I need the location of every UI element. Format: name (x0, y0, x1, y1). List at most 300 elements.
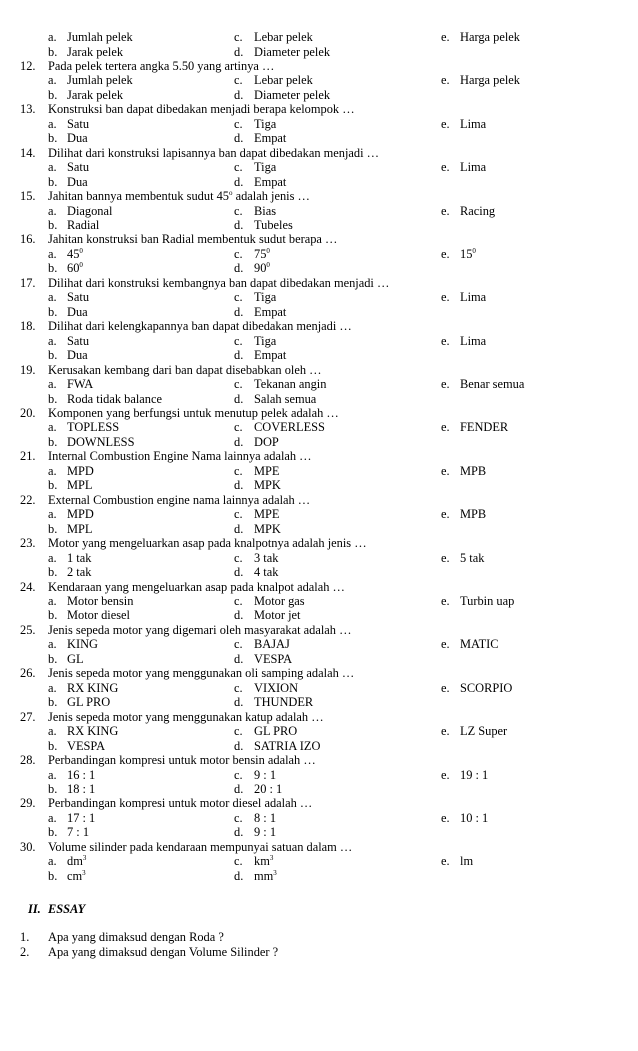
option-letter-c-text: c. (234, 246, 243, 261)
option-e-text: MATIC (460, 637, 499, 652)
option-c (254, 290, 276, 304)
option-letter-b-text: b. (48, 131, 58, 146)
option-c (254, 811, 276, 825)
option-row-bd (0, 175, 638, 189)
option-e-text: Lima (460, 116, 487, 131)
option-a-text: RX KING (67, 680, 119, 695)
option-a (67, 30, 133, 44)
question-text-text: Jenis sepeda motor yang digemari oleh masyarakat adalah … (48, 622, 352, 637)
option-b (67, 869, 86, 883)
option-e (460, 637, 499, 651)
option-b-text: Dua (67, 304, 88, 319)
option-d (254, 782, 282, 796)
option-d-text: SATRIA IZO (254, 738, 321, 753)
option-a (67, 637, 98, 651)
question-number (20, 449, 36, 463)
option-d (254, 825, 276, 839)
option-d-text: Tubeles (254, 218, 293, 232)
essay-text-text: Apa yang dimaksud dengan Roda ? (48, 930, 224, 945)
option-e-text: Turbin uap (460, 593, 515, 608)
option-letter-e (441, 464, 450, 478)
option-row-bd (0, 392, 638, 406)
question-number-text: 12. (20, 58, 36, 73)
option-letter-d-text: d. (234, 174, 244, 189)
option-row-ace (0, 73, 638, 87)
option-a-text: 1 tak (67, 550, 92, 565)
question-text-text: Komponen yang berfungsi untuk menutup pelek adalah … (48, 406, 339, 420)
option-letter-a (48, 854, 57, 868)
option-letter-b (48, 261, 57, 275)
option-letter-d (234, 825, 243, 839)
option-letter-c-text: c. (234, 290, 243, 305)
question-number (20, 319, 36, 333)
question-number (20, 710, 36, 724)
option-letter-d (234, 88, 243, 102)
question-text (48, 796, 312, 810)
option-letter-d-text: d. (234, 391, 244, 406)
question-text (48, 623, 351, 637)
question-number (20, 189, 36, 203)
option-c (254, 594, 305, 608)
option-e-text: Racing (460, 203, 496, 218)
option-e (460, 464, 486, 478)
option-a (67, 204, 112, 218)
option-e-text: 19 : 1 (460, 767, 489, 782)
option-letter-b-text: b. (48, 391, 58, 406)
option-letter-c (234, 637, 243, 651)
option-a-superscript: 3 (82, 854, 87, 863)
option-letter-d (234, 175, 243, 189)
option-b-text: Dua (67, 348, 88, 363)
question-27 (0, 710, 638, 724)
option-letter-a (48, 637, 57, 651)
option-row-bd (0, 131, 638, 145)
option-b-text: Motor diesel (67, 608, 130, 623)
option-d (254, 869, 277, 883)
question-28 (0, 753, 638, 767)
option-row-ace (0, 768, 638, 782)
question-text-text: Dilihat dari kelengkapannya ban dapat dibedakan menjadi … (48, 319, 352, 334)
option-row-bd (0, 782, 638, 796)
option-c-text: MPE (254, 507, 280, 522)
option-a-text: Motor bensin (67, 593, 134, 608)
option-d (254, 88, 330, 102)
option-a-text: Satu (67, 116, 90, 131)
option-letter-b-text: b. (48, 348, 58, 363)
option-d-text: Diameter pelek (254, 87, 331, 102)
option-letter-c (234, 117, 243, 131)
option-letter-c-text: c. (234, 680, 243, 695)
question-number (20, 363, 36, 377)
option-d-text: 4 tak (254, 565, 279, 579)
option-letter-a-text: a. (48, 30, 57, 44)
option-e-text: MPB (460, 507, 487, 522)
option-letter-d (234, 478, 243, 492)
option-row-bd (0, 739, 638, 753)
option-row-ace (0, 290, 638, 304)
option-letter-d-text: d. (234, 651, 244, 666)
option-letter-e (441, 724, 450, 738)
option-a (67, 681, 118, 695)
option-letter-d (234, 695, 243, 709)
option-b-text: Roda tidak balance (67, 391, 162, 406)
option-row-ace (0, 247, 638, 261)
option-letter-a (48, 811, 57, 825)
option-letter-b (48, 88, 57, 102)
option-row-ace (0, 594, 638, 608)
option-letter-c-text: c. (234, 637, 243, 652)
option-letter-a-text: a. (48, 290, 57, 305)
option-letter-e-text: e. (441, 810, 450, 825)
option-b-text: MPL (67, 521, 93, 536)
question-number (20, 59, 36, 73)
question-text-text: Perbandingan kompresi untuk motor bensin adalah … (48, 753, 316, 767)
option-letter-e (441, 637, 450, 651)
option-letter-e (441, 507, 450, 521)
option-b (67, 218, 99, 232)
option-letter-b (48, 695, 57, 709)
question-text (48, 232, 337, 246)
option-letter-b (48, 435, 57, 449)
option-e (460, 30, 520, 44)
option-e-text: Lima (460, 160, 487, 175)
option-b-text: VESPA (67, 738, 106, 753)
option-a (67, 160, 89, 174)
question-text (48, 276, 389, 290)
essay-number (20, 930, 29, 944)
option-e (460, 768, 488, 782)
question-26 (0, 666, 638, 680)
option-row-bd (0, 869, 638, 883)
option-d-text: MPK (254, 478, 281, 493)
option-letter-d-text: d. (234, 521, 244, 536)
option-letter-b-text: b. (48, 825, 58, 840)
question-text (48, 493, 310, 507)
option-letter-a (48, 30, 57, 44)
option-letter-b (48, 825, 57, 839)
question-text-text: Motor yang mengeluarkan asap pada knalpotnya adalah jenis … (48, 536, 367, 551)
question-text-superscript: o (229, 188, 233, 197)
option-letter-a-text: a. (48, 810, 57, 825)
option-letter-b (48, 392, 57, 406)
option-letter-b (48, 522, 57, 536)
option-a-text: dm (67, 854, 83, 869)
option-row-bd (0, 565, 638, 579)
option-letter-d-text: d. (234, 565, 244, 579)
option-c-text: Tiga (254, 290, 277, 305)
option-letter-b-text: b. (48, 565, 58, 579)
option-letter-e-text: e. (441, 246, 450, 261)
option-d-superscript: 0 (266, 261, 270, 270)
option-row-ace (0, 464, 638, 478)
option-letter-b (48, 218, 57, 232)
question-30 (0, 840, 638, 854)
option-letter-e (441, 117, 450, 131)
option-letter-a (48, 160, 57, 174)
option-letter-d-text: d. (234, 304, 244, 319)
option-letter-a (48, 464, 57, 478)
option-letter-a-text: a. (48, 463, 57, 478)
option-row-bd (0, 261, 638, 275)
option-row-ace (0, 681, 638, 695)
option-row-bd (0, 522, 638, 536)
option-letter-c (234, 594, 243, 608)
option-letter-b-text: b. (48, 434, 58, 449)
option-b-text: DOWNLESS (67, 434, 135, 449)
option-letter-c-text: c. (234, 593, 243, 608)
option-letter-e-text: e. (441, 637, 450, 652)
option-c-text: COVERLESS (254, 420, 325, 435)
option-letter-d-text: d. (234, 868, 244, 883)
option-letter-a-text: a. (48, 593, 57, 608)
option-b-superscript: 0 (79, 261, 83, 270)
option-d-text: Motor jet (254, 608, 301, 623)
option-letter-b-text: b. (48, 174, 58, 189)
question-number (20, 840, 36, 854)
option-e (460, 681, 512, 695)
option-d (254, 175, 286, 189)
option-d (254, 348, 286, 362)
question-number-text: 23. (20, 536, 36, 551)
option-letter-a (48, 247, 57, 261)
question-text-text: External Combustion engine nama lainnya adalah … (48, 492, 311, 507)
question-text-text: Volume silinder pada kendaraan mempunyai satuan dalam … (48, 839, 353, 854)
option-letter-d (234, 782, 243, 796)
option-e (460, 854, 473, 868)
option-c (254, 247, 270, 261)
option-letter-b (48, 739, 57, 753)
option-d (254, 435, 279, 449)
option-c-text: 3 tak (254, 550, 279, 565)
question-number (20, 146, 36, 160)
option-letter-c (234, 377, 243, 391)
option-letter-a (48, 724, 57, 738)
option-e-superscript: 0 (472, 246, 476, 255)
question-number-text: 29. (20, 796, 36, 811)
option-letter-a (48, 420, 57, 434)
option-letter-e (441, 768, 450, 782)
option-e-text: 5 tak (460, 550, 485, 565)
question-text (48, 146, 379, 160)
option-d-text: DOP (254, 434, 279, 449)
option-letter-b-text: b. (48, 695, 58, 710)
question-number-text: 21. (20, 449, 36, 464)
option-e (460, 507, 486, 521)
option-letter-c (234, 160, 243, 174)
option-letter-e-text: e. (441, 680, 450, 695)
option-row-ace (0, 854, 638, 868)
option-c-superscript: 3 (269, 854, 274, 863)
option-letter-b-text: b. (48, 651, 58, 666)
option-e (460, 551, 484, 565)
option-letter-c (234, 334, 243, 348)
question-12 (0, 59, 638, 73)
option-letter-e (441, 334, 450, 348)
option-letter-a (48, 334, 57, 348)
option-letter-b (48, 348, 57, 362)
option-letter-d (234, 305, 243, 319)
option-b-text: Jarak pelek (67, 44, 124, 59)
option-letter-e (441, 854, 450, 868)
option-letter-c (234, 811, 243, 825)
option-c-text: 8 : 1 (254, 810, 277, 825)
option-b-text: 7 : 1 (67, 825, 90, 840)
option-b-text: cm (67, 868, 83, 883)
option-row-ace (0, 117, 638, 131)
option-letter-a-text: a. (48, 854, 57, 869)
option-e-text: LZ Super (460, 724, 508, 739)
option-letter-e (441, 290, 450, 304)
option-letter-b-text: b. (48, 781, 58, 796)
option-letter-b (48, 175, 57, 189)
option-letter-b (48, 131, 57, 145)
option-letter-e-text: e. (441, 333, 450, 348)
question-16 (0, 232, 638, 246)
option-a (67, 73, 133, 87)
option-c (254, 768, 276, 782)
option-letter-c-text: c. (234, 377, 243, 391)
option-letter-e (441, 420, 450, 434)
question-text (48, 840, 352, 854)
option-letter-d-text: d. (234, 261, 244, 276)
question-text-tail: adalah jenis … (232, 189, 310, 204)
question-17 (0, 276, 638, 290)
option-letter-a (48, 507, 57, 521)
question-text (48, 666, 354, 680)
option-letter-e (441, 30, 450, 44)
question-text (48, 406, 339, 420)
question-text-text: Jenis sepeda motor yang menggunakan oli samping adalah … (48, 666, 355, 681)
option-d-text: VESPA (254, 651, 293, 666)
option-row-ace (0, 160, 638, 174)
option-letter-c-text: c. (234, 73, 243, 88)
option-d (254, 565, 278, 579)
option-letter-d (234, 131, 243, 145)
option-a-text: FWA (67, 377, 94, 391)
option-letter-d-text: d. (234, 781, 244, 796)
option-row-ace (0, 377, 638, 391)
option-letter-e (441, 377, 450, 391)
option-d (254, 695, 313, 709)
option-b-text: MPL (67, 478, 93, 493)
option-letter-e-text: e. (441, 30, 450, 44)
option-b (67, 522, 92, 536)
option-e (460, 811, 488, 825)
question-number (20, 623, 36, 637)
question-number-text: 24. (20, 579, 36, 594)
option-b (67, 175, 88, 189)
option-letter-e-text: e. (441, 463, 450, 478)
essay-number-text: 2. (20, 944, 30, 959)
option-b (67, 131, 88, 145)
option-b (67, 652, 84, 666)
option-c (254, 377, 326, 391)
option-d (254, 478, 281, 492)
option-d-text: THUNDER (254, 695, 314, 710)
question-text-text: Kendaraan yang mengeluarkan asap pada knalpot adalah … (48, 579, 345, 594)
option-e (460, 160, 486, 174)
option-letter-e (441, 551, 450, 565)
option-letter-e-text: e. (441, 724, 450, 739)
question-number (20, 406, 36, 420)
option-e (460, 594, 514, 608)
option-b (67, 261, 83, 275)
option-a (67, 247, 83, 261)
option-row-bd (0, 608, 638, 622)
option-e-text: MPB (460, 463, 487, 478)
option-letter-b (48, 478, 57, 492)
question-number (20, 232, 36, 246)
option-row-ace (0, 334, 638, 348)
essay-item (0, 945, 638, 959)
essay-text (48, 930, 224, 944)
option-d (254, 652, 292, 666)
option-e-text: Lima (460, 333, 487, 348)
option-letter-d-text: d. (234, 695, 244, 710)
question-14 (0, 146, 638, 160)
option-letter-c (234, 204, 243, 218)
option-letter-d (234, 45, 243, 59)
question-text-text: Kerusakan kembang dari ban dapat disebabkan oleh … (48, 362, 322, 377)
option-letter-c-text: c. (234, 30, 243, 44)
option-row-ace (0, 811, 638, 825)
question-number-text: 26. (20, 666, 36, 681)
question-13 (0, 102, 638, 116)
question-number-text: 15. (20, 189, 36, 204)
option-letter-d (234, 522, 243, 536)
option-letter-c (234, 507, 243, 521)
option-letter-d (234, 261, 243, 275)
option-letter-b-text: b. (48, 608, 58, 623)
option-d-text: Empat (254, 304, 287, 319)
option-letter-e-text: e. (441, 377, 450, 391)
option-letter-a (48, 377, 57, 391)
question-text-text: Jenis sepeda motor yang menggunakan katup adalah … (48, 709, 324, 724)
option-d-text: MPK (254, 521, 281, 536)
option-e (460, 290, 486, 304)
question-number-text: 22. (20, 492, 36, 507)
option-a (67, 594, 133, 608)
option-letter-d (234, 739, 243, 753)
option-letter-a (48, 768, 57, 782)
option-e (460, 334, 486, 348)
question-text (48, 363, 322, 377)
option-letter-e-text: e. (441, 73, 450, 88)
option-d (254, 392, 316, 406)
option-letter-c-text: c. (234, 767, 243, 782)
option-letter-c (234, 768, 243, 782)
option-letter-e (441, 681, 450, 695)
option-c-text: Lebar pelek (254, 30, 313, 44)
option-b-text: Dua (67, 131, 88, 146)
option-row-ace (0, 30, 638, 44)
option-letter-d-text: d. (234, 478, 244, 493)
question-text (48, 319, 352, 333)
option-letter-d-text: d. (234, 218, 244, 232)
option-letter-a-text: a. (48, 73, 57, 88)
option-c (254, 420, 325, 434)
option-d (254, 45, 330, 59)
option-letter-e (441, 204, 450, 218)
option-letter-e-text: e. (441, 593, 450, 608)
question-number (20, 753, 36, 767)
question-text (48, 189, 310, 203)
option-d-text: Empat (254, 131, 287, 146)
question-number (20, 536, 36, 550)
option-letter-c-text: c. (234, 724, 243, 739)
option-a-text: 16 : 1 (67, 767, 96, 782)
option-e-text: lm (460, 854, 474, 869)
